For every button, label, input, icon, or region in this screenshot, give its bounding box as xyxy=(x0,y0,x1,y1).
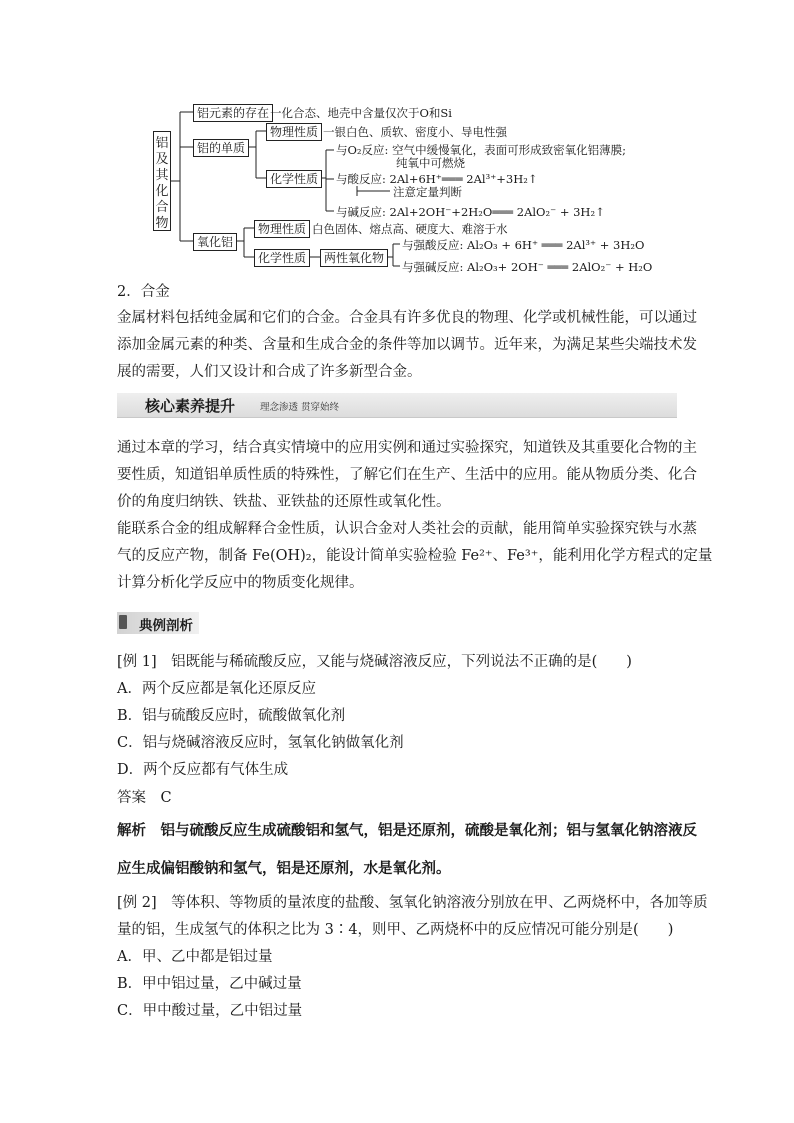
strong-base-reaction: 与强碱反应: Al₂O₃+ 2OH⁻ ═══ 2AlO₂⁻ + H₂O xyxy=(402,260,653,274)
alloy-line: 金属材料包括纯金属和它们的合金。合金具有许多优良的物理、化学或机械性能，可以通过 xyxy=(117,310,697,326)
alloy-line: 展的需要，人们又设计和合成了许多新型合金。 xyxy=(117,364,422,380)
note-text: 注意定量判断 xyxy=(393,185,462,199)
phys-box: 物理性质 xyxy=(266,123,322,141)
amph-box: 两性氧化物 xyxy=(320,249,388,267)
section-banner xyxy=(117,393,677,418)
literacy-line: 通过本章的学习，结合真实情境中的应用实例和通过实验探究，知道铁及其重要化合物的主 xyxy=(117,440,697,456)
oxide-phys-text: 白色固体、熔点高、硬度大、难溶于水 xyxy=(312,222,508,236)
example1-option-d: D．两个反应都有气体生成 xyxy=(117,762,289,778)
literacy-line: 计算分析化学反应中的物质变化规律。 xyxy=(117,575,364,591)
concept-map-lines xyxy=(0,0,794,280)
literacy-line: 气的反应产物，制备 Fe(OH)₂，能设计简单实验检验 Fe²⁺、Fe³⁺，能利用化学方程式的定量 xyxy=(117,548,713,564)
example2-option-c: C．甲中酸过量，乙中铝过量 xyxy=(117,1003,303,1019)
chem-box: 化学性质 xyxy=(266,170,322,188)
alloy-heading: 2．合金 xyxy=(117,284,170,300)
oxide-box: 氧化铝 xyxy=(193,233,237,251)
example2-question: 量的铝，生成氢气的体积之比为 3∶4，则甲、乙两烧杯中的反应情况可能分别是( ) xyxy=(117,922,674,938)
existence-box: 铝元素的存在 xyxy=(193,104,273,122)
example1-question: [例 1] 铝既能与稀硫酸反应，又能与烧碱溶液反应，下列说法不正确的是( ) xyxy=(117,654,632,670)
bookmark-icon xyxy=(119,615,127,629)
example2-option-b: B．甲中铝过量，乙中碱过量 xyxy=(117,976,302,992)
o2-reaction: 与O₂反应: 空气中缓慢氧化，表面可形成致密氧化铝薄膜; xyxy=(336,143,626,157)
example2-question: [例 2] 等体积、等物质的量浓度的盐酸、氢氧化钠溶液分别放在甲、乙两烧杯中，各加等质 xyxy=(117,895,708,911)
literacy-line: 要性质，知道铝单质性质的特殊性，了解它们在生产、生活中的应用。能从物质分类、化合 xyxy=(117,467,697,483)
banner-subtitle: 理念渗透 贯穿始终 xyxy=(260,402,340,413)
existence-text: 一化合态、地壳中含量仅次于O和Si xyxy=(270,106,452,120)
example2-option-a: A．甲、乙中都是铝过量 xyxy=(117,949,273,965)
alloy-line: 添加金属元素的种类、含量和生成合金的条件等加以调节。近年来，为满足某些尖端技术发 xyxy=(117,337,697,353)
map-root: 铝 及 其 化 合 物 xyxy=(153,131,171,231)
acid-reaction: 与酸反应: 2Al+6H⁺═══ 2Al³⁺+3H₂↑ xyxy=(336,172,538,186)
section-title: 典例剖析 xyxy=(139,618,193,634)
example1-analysis: 解析 铝与硫酸反应生成硫酸铝和氢气，铝是还原剂，硫酸是氧化剂；铝与氢氧化钠溶液反 xyxy=(117,822,697,839)
example1-answer: 答案 C xyxy=(117,790,172,806)
example1-option-b: B．铝与硫酸反应时，硫酸做氧化剂 xyxy=(117,708,346,724)
oxide-phys-box: 物理性质 xyxy=(254,220,310,238)
literacy-line: 价的角度归纳铁、铁盐、亚铁盐的还原性或氧化性。 xyxy=(117,494,451,510)
example1-analysis: 应生成偏铝酸钠和氢气，铝是还原剂，水是氧化剂。 xyxy=(117,860,451,877)
example1-option-c: C．铝与烧碱溶液反应时，氢氧化钠做氧化剂 xyxy=(117,735,404,751)
element-box: 铝的单质 xyxy=(193,139,249,157)
literacy-line: 能联系合金的组成解释合金性质，认识合金对人类社会的贡献，能用简单实验探究铁与水蒸 xyxy=(117,521,697,537)
strong-acid-reaction: 与强酸反应: Al₂O₃ + 6H⁺ ═══ 2Al³⁺ + 3H₂O xyxy=(402,238,645,252)
section-header xyxy=(117,612,199,634)
concept-map xyxy=(0,0,794,280)
example1-option-a: A．两个反应都是氧化还原反应 xyxy=(117,681,316,697)
o2-reaction-2: 纯氧中可燃烧 xyxy=(396,156,465,170)
phys-text: 一银白色、质软、密度小、导电性强 xyxy=(323,125,507,139)
banner-title: 核心素养提升 xyxy=(145,397,236,415)
base-reaction: 与碱反应: 2Al+2OH⁻+2H₂O═══ 2AlO₂⁻ + 3H₂↑ xyxy=(336,205,605,219)
oxide-chem-box: 化学性质 xyxy=(254,249,310,267)
